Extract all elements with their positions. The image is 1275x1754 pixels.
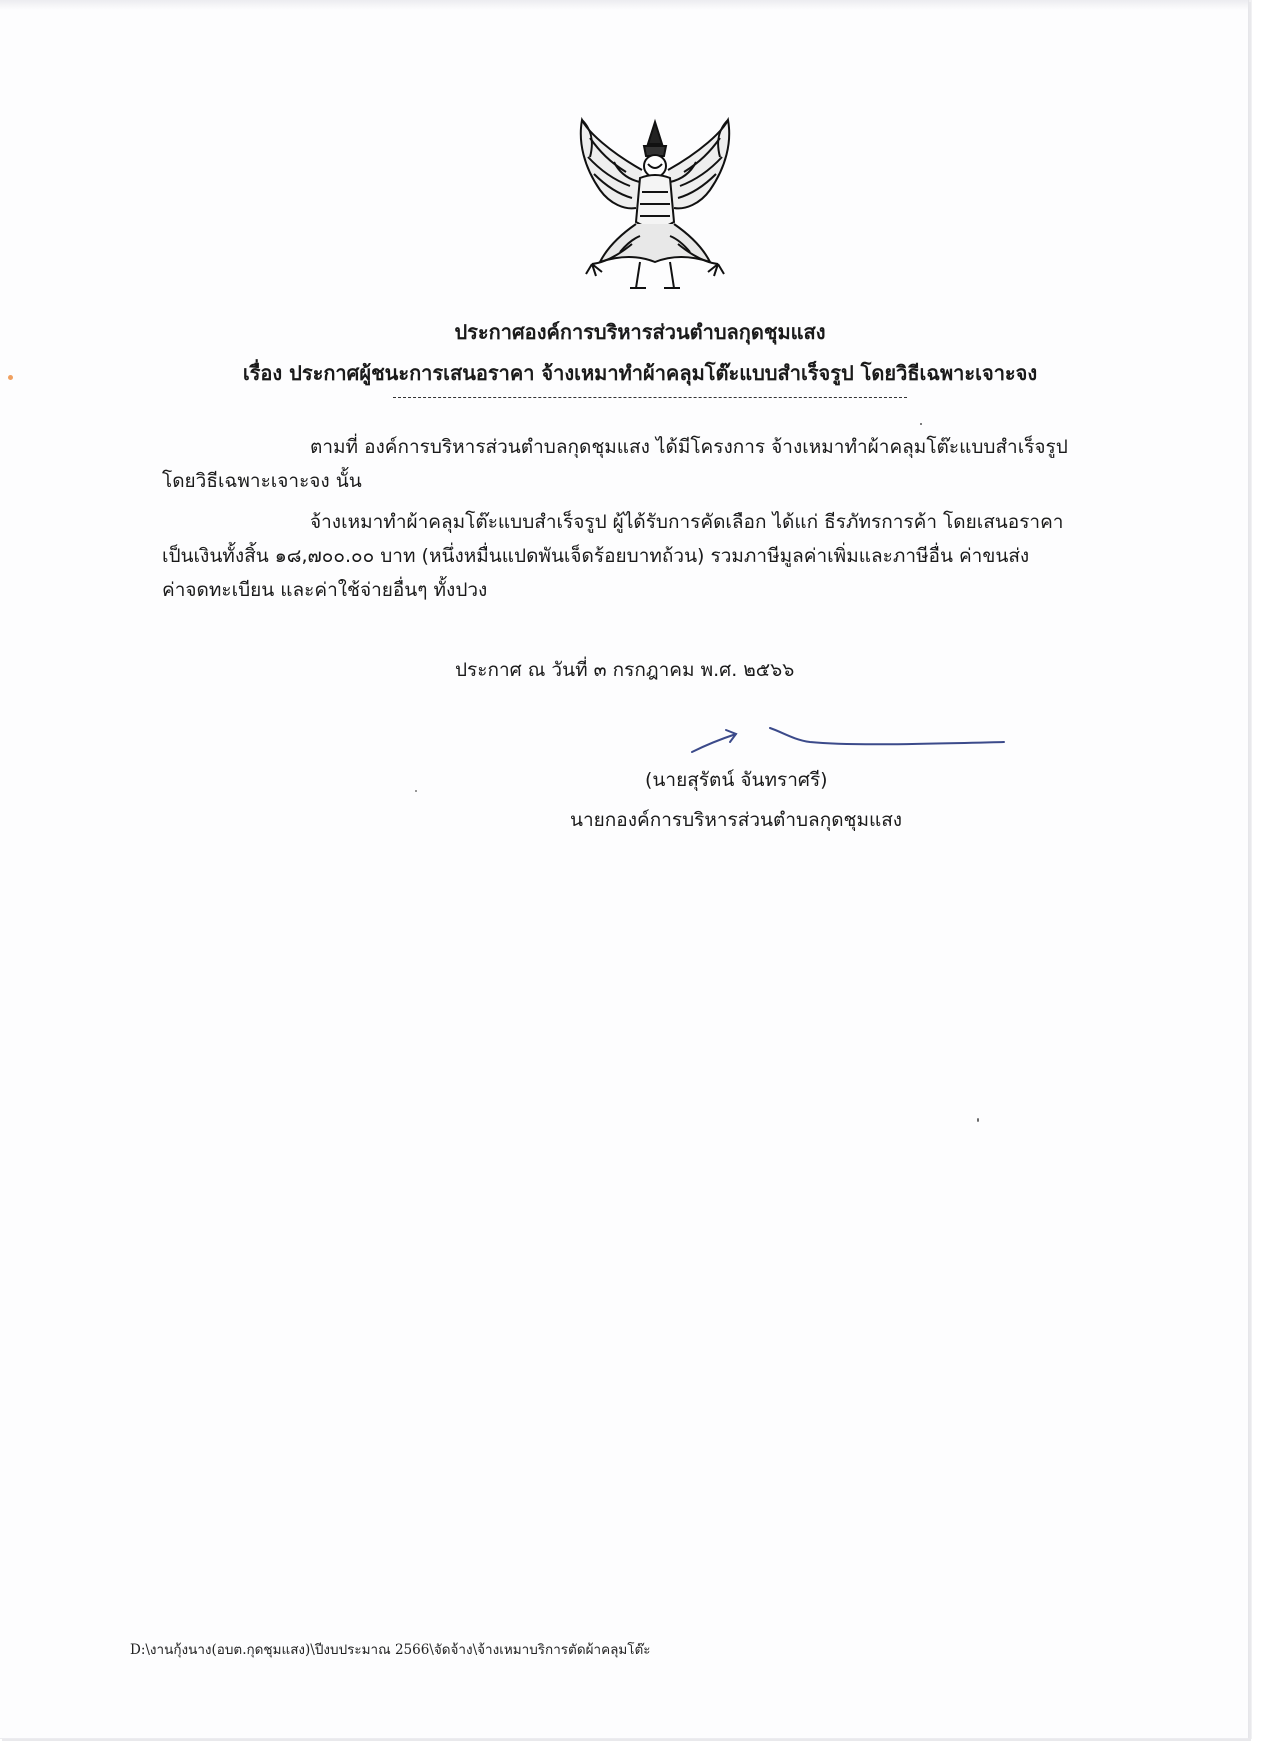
scan-speck (920, 423, 922, 425)
file-path-footer: D:\งานกุ้งนาง(อบต.กุดชุมแสง)\ปีงบประมาณ 2566\จัดจ้าง\จ้างเหมาบริการตัดผ้าคลุมโต๊ะ (130, 1642, 651, 1658)
paragraph-project (162, 430, 1152, 498)
scan-top-edge (0, 0, 1248, 10)
handwritten-signature (690, 722, 1010, 762)
paragraph-line: โดยวิธีเฉพาะเจาะจง นั้น (162, 470, 362, 492)
paragraph-line: ตามที่ องค์การบริหารส่วนตำบลกุดชุมแสง ได้มีโครงการ จ้างเหมาทำผ้าคลุมโต๊ะแบบสำเร็จรูป (310, 436, 1068, 458)
signer-name: (นายสุรัตน์ จันทราศรี) (645, 769, 828, 791)
scan-speck (8, 375, 13, 380)
dashed-divider (393, 397, 907, 398)
announcement-subject: เรื่อง ประกาศผู้ชนะการเสนอราคา จ้างเหมาทำผ้าคลุมโต๊ะแบบสำเร็จรูป โดยวิธีเฉพาะเจาะจง (242, 361, 1038, 385)
garuda-emblem-icon (570, 112, 740, 297)
scan-speck (415, 790, 417, 792)
paragraph-line: จ้างเหมาทำผ้าคลุมโต๊ะแบบสำเร็จรูป ผู้ได้รับการคัดเลือก ได้แก่ ธีรภัทรการค้า โดยเสนอราคา (310, 511, 1064, 533)
announcement-heading: ประกาศองค์การบริหารส่วนตำบลกุดชุมแสง (454, 320, 826, 344)
announcement-date: ประกาศ ณ วันที่ ๓ กรกฎาคม พ.ศ. ๒๕๖๖ (455, 659, 795, 681)
paragraph-winner (162, 505, 1152, 607)
signer-title: นายกองค์การบริหารส่วนตำบลกุดชุมแสง (570, 809, 903, 831)
paragraph-line: เป็นเงินทั้งสิ้น ๑๘,๗๐๐.๐๐ บาท (หนึ่งหมื่นแปดพันเจ็ดร้อยบาทถ้วน) รวมภาษีมูลค่าเพิ่มและภาษีอื่น ค่าขนส่ง (162, 545, 1030, 567)
scan-speck (977, 1118, 979, 1122)
paragraph-line: ค่าจดทะเบียน และค่าใช้จ่ายอื่นๆ ทั้งปวง (162, 579, 488, 601)
